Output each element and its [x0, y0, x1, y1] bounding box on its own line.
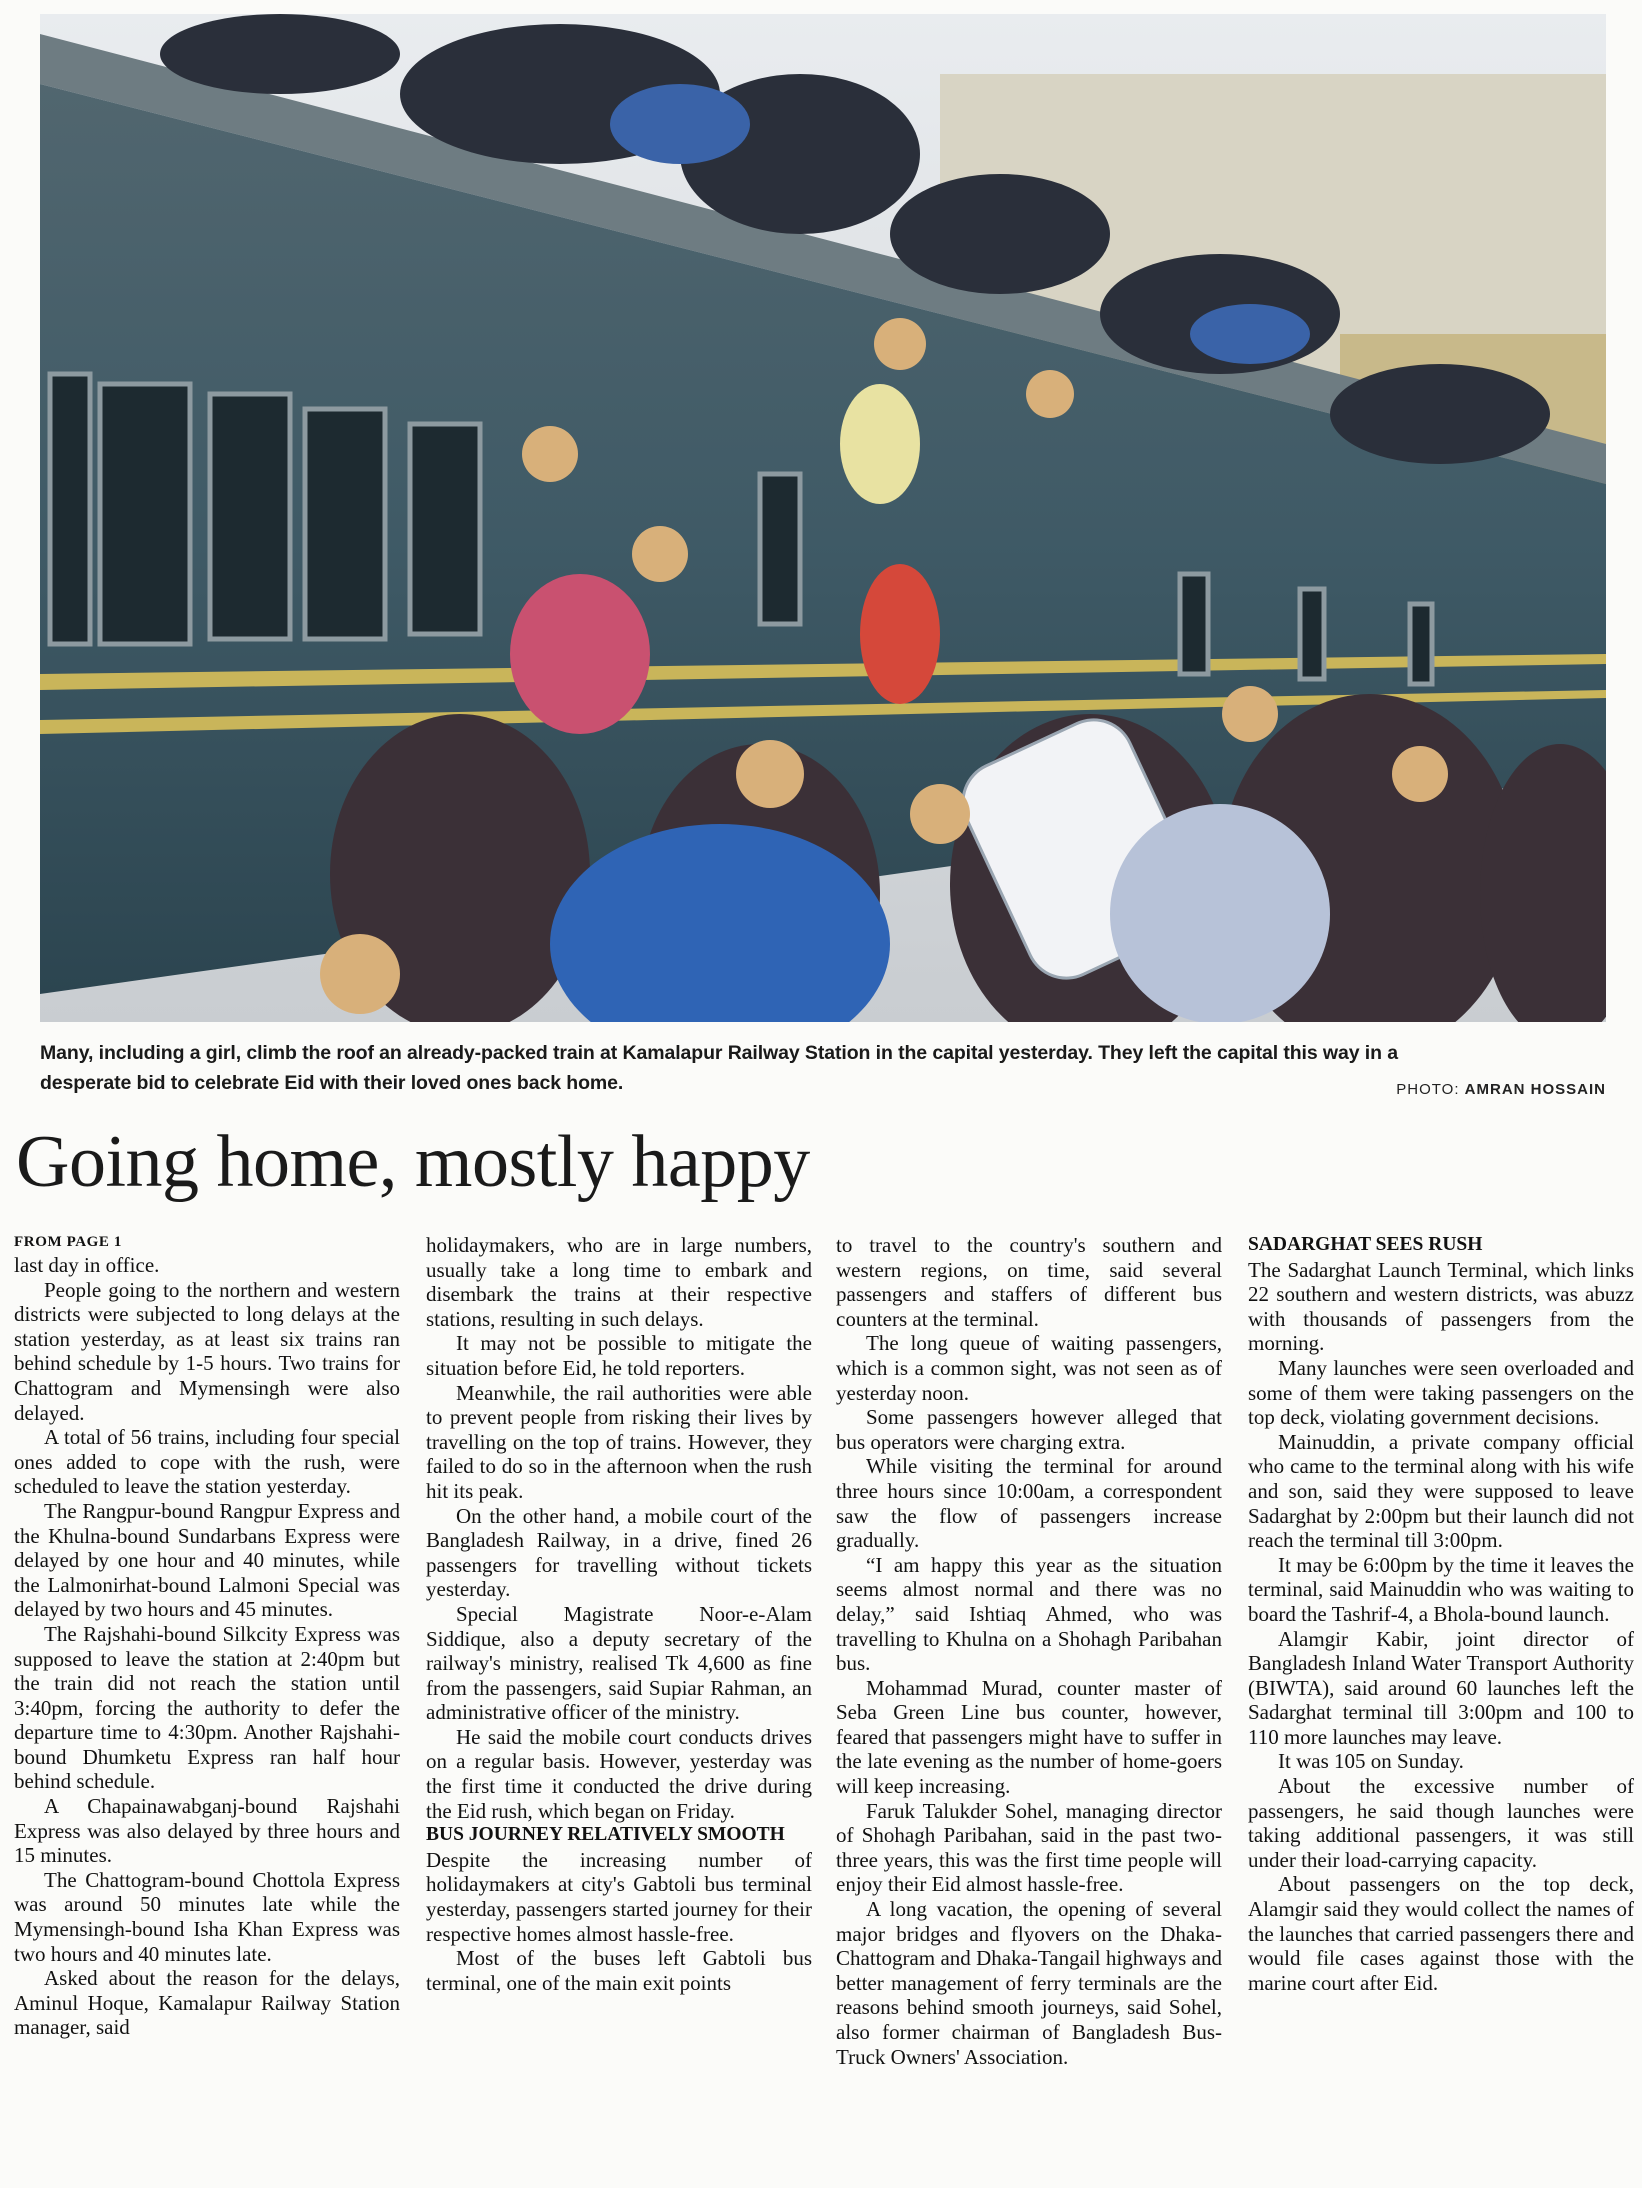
paragraph: Despite the increasing number of holidaymakers at city's Gabtoli bus terminal yesterday, passengers started journey for their respective homes almost hassle-free. — [426, 1847, 812, 1946]
paragraph: A total of 56 trains, including four special ones added to cope with the rush, were scheduled to leave the station yesterday. — [14, 1425, 400, 1499]
paragraph: It may not be possible to mitigate the situation before Eid, he told reporters. — [426, 1331, 812, 1380]
paragraph: People going to the northern and western districts were subjected to long delays at the station yesterday, as at least six trains ran behind schedule by 1-5 hours. Two trains for Chattogram and Mymensingh were also delayed. — [14, 1277, 400, 1425]
photo-credit — [1396, 1081, 1606, 1098]
paragraph: The Sadarghat Launch Terminal, which links 22 southern and western districts, was abuzz with thousands of passengers from the morning. — [1248, 1257, 1634, 1356]
paragraph: Most of the buses left Gabtoli bus terminal, one of the main exit points — [426, 1946, 812, 1995]
paragraph: The Chattogram-bound Chottola Express was around 50 minutes late while the Mymensingh-bound Isha Khan Express was two hours and 40 minutes late. — [14, 1867, 400, 1966]
paragraph: While visiting the terminal for around three hours since 10:00am, a correspondent saw the flow of passengers increase gradually. — [836, 1454, 1222, 1553]
article-column-1 — [14, 1233, 400, 2178]
paragraph: “I am happy this year as the situation seems almost normal and there was no delay,” said Ishtiaq Ahmed, who was travelling to Khulna on a Shohagh Paribahan bus. — [836, 1552, 1222, 1676]
article-column-3 — [836, 1233, 1222, 2178]
subhead-sadarghat: SADARGHAT SEES RUSH — [1248, 1234, 1483, 1255]
paragraph: Some passengers however alleged that bus operators were charging extra. — [836, 1405, 1222, 1454]
paragraph: On the other hand, a mobile court of the Bangladesh Railway, in a drive, fined 26 passengers for travelling without tickets yesterday. — [426, 1503, 812, 1602]
paragraph: It was 105 on Sunday. — [1278, 1749, 1464, 1774]
paragraph: The long queue of waiting passengers, which is a common sight, was not seen as of yesterday noon. — [836, 1331, 1222, 1405]
paragraph: The Rangpur-bound Rangpur Express and the Khulna-bound Sundarbans Express were delayed by one hour and 40 minutes, while the Lalmonirhat-bound Lalmoni Special was delayed by two hours and 45 minutes. — [14, 1498, 400, 1622]
article-body — [14, 1233, 1634, 2178]
paragraph: He said the mobile court conducts drives on a regular basis. However, yesterday was the first time it conducted the drive during the Eid rush, which began on Friday. — [426, 1724, 812, 1823]
continuation-kicker: FROM PAGE 1 — [14, 1234, 122, 1250]
paragraph: A long vacation, the opening of several major bridges and flyovers on the Dhaka-Chattogram and Dhaka-Tangail highways and better management of ferry terminals are the reasons behind smooth journeys, said Sohel, also former chairman of Bangladesh Bus-Truck Owners' Association. — [836, 1897, 1222, 2069]
news-photo — [40, 14, 1606, 1022]
photo-credit-label: PHOTO: — [1396, 1081, 1460, 1098]
caption-line-2: desperate bid to celebrate Eid with their loved ones back home. — [40, 1072, 624, 1094]
paragraph: to travel to the country's southern and western regions, on time, said several passengers and staffers of different bus counters at the terminal. — [836, 1233, 1222, 1331]
paragraph: Special Magistrate Noor-e-Alam Siddique, also a deputy secretary of the railway's ministry, realised Tk 4,600 as fine from the passengers, said Supiar Rahman, an administrative officer of the ministry. — [426, 1601, 812, 1725]
paragraph: The Rajshahi-bound Silkcity Express was supposed to leave the station at 2:40pm but the train did not reach the station until 3:40pm, forcing the authority to defer the departure time to 4:30pm. Another Rajshahi-bound Dhumketu Express ran half hour behind schedule. — [14, 1621, 400, 1794]
paragraph: It may be 6:00pm by the time it leaves the terminal, said Mainuddin who was waiting to board the Tashrif-4, a Bhola-bound launch. — [1248, 1552, 1634, 1626]
headline: Going home, mostly happy — [16, 1121, 810, 1203]
paragraph: Asked about the reason for the delays, Aminul Hoque, Kamalapur Railway Station manager, said — [14, 1966, 400, 2040]
paragraph: About the excessive number of passengers, he said though launches were taking additional passengers, it was still under their load-carrying capacity. — [1248, 1774, 1634, 1872]
paragraph: A Chapainawabganj-bound Rajshahi Express was also delayed by three hours and 15 minutes. — [14, 1794, 400, 1868]
paragraph: holidaymakers, who are in large numbers, usually take a long time to embark and disembark the trains at their respective stations, resulting in such delays. — [426, 1233, 812, 1331]
paragraph: Mohammad Murad, counter master of Seba Green Line bus counter, however, feared that passengers might have to suffer in the late evening as the number of home-goers will keep increasing. — [836, 1675, 1222, 1799]
article-column-4 — [1248, 1233, 1634, 2178]
article-column-2 — [426, 1233, 812, 2178]
paragraph: last day in office. — [14, 1253, 160, 1277]
paragraph: Meanwhile, the rail authorities were able to prevent people from risking their lives by travelling on the top of trains. However, they failed to do so in the afternoon when the rush hit its peak. — [426, 1380, 812, 1503]
paragraph: About passengers on the top deck, Alamgir said they would collect the names of the launches that carried passengers there and would file cases against those with the marine court after Eid. — [1248, 1872, 1634, 1995]
paragraph: Alamgir Kabir, joint director of Bangladesh Inland Water Transport Authority (BIWTA), said around 60 launches left the Sadarghat terminal till 3:00pm and 100 to 110 more launches may leave. — [1248, 1626, 1634, 1749]
photo-credit-name: AMRAN HOSSAIN — [1464, 1081, 1606, 1098]
subhead-bus-journey: BUS JOURNEY RELATIVELY SMOOTH — [426, 1824, 785, 1846]
caption-line-1: Many, including a girl, climb the roof an already-packed train at Kamalapur Railway Station in the capital yesterday. They left the capital this way in a — [40, 1042, 1399, 1064]
photo-caption — [40, 1038, 1606, 1098]
train-photo-illustration — [40, 14, 1606, 1022]
paragraph: Mainuddin, a private company official who came to the terminal along with his wife and son, said they were supposed to leave Sadarghat by 2:00pm but their launch did not reach the terminal till 3:00pm. — [1248, 1429, 1634, 1553]
paragraph: Faruk Talukder Sohel, managing director of Shohagh Paribahan, said in the past two-three years, this was the first time people will enjoy their Eid almost hassle-free. — [836, 1798, 1222, 1897]
paragraph: Many launches were seen overloaded and some of them were taking passengers on the top deck, violating government decisions. — [1248, 1355, 1634, 1430]
